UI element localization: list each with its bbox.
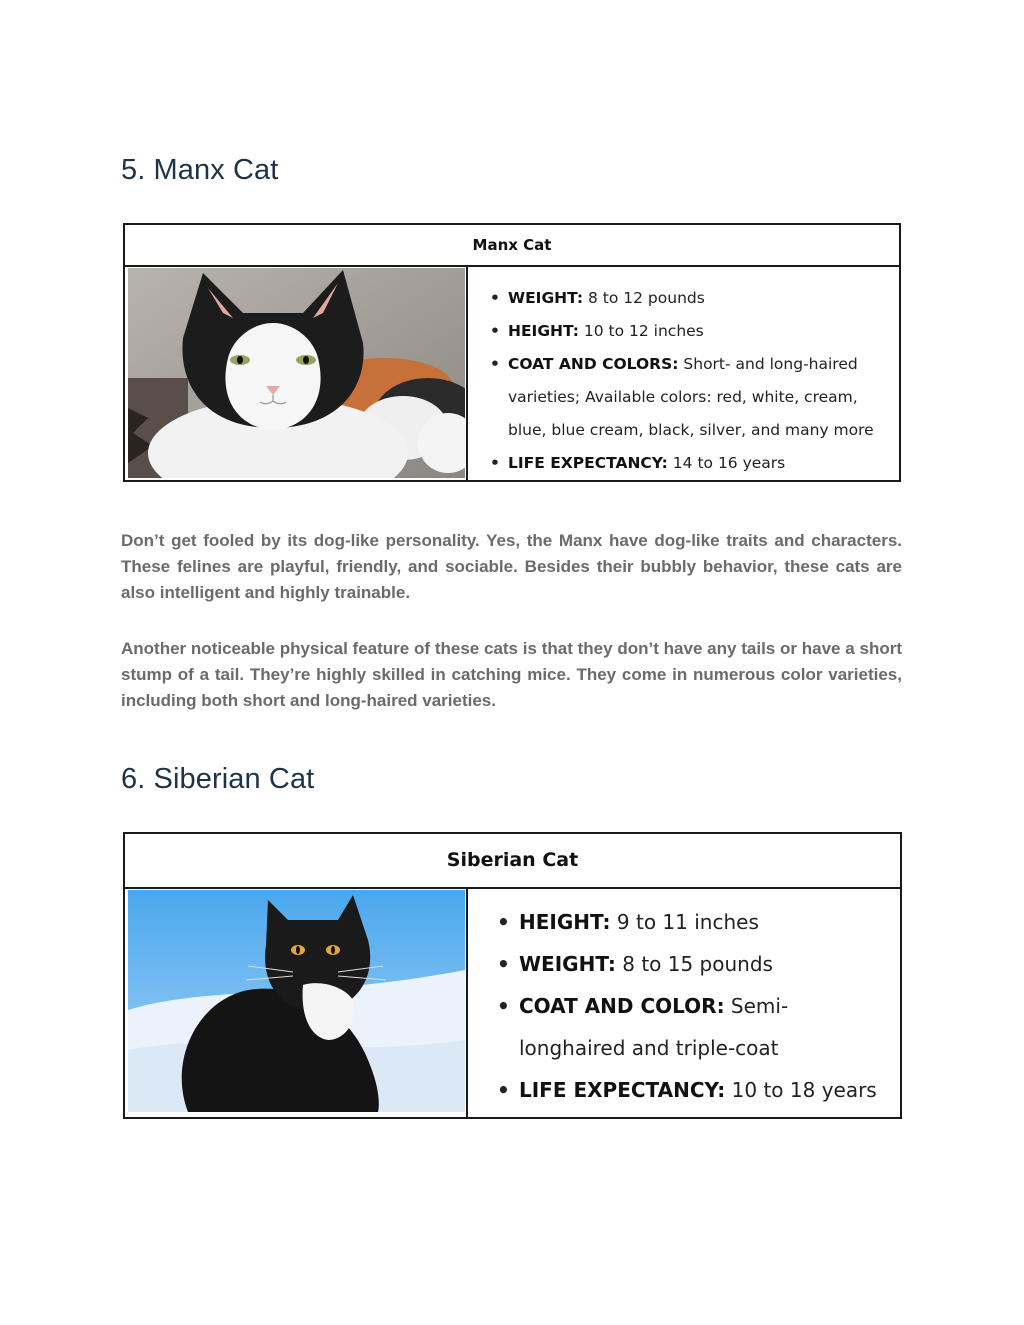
fact-label: WEIGHT: bbox=[508, 289, 584, 307]
info-card-siberian bbox=[123, 832, 902, 1119]
fact-value: 9 to 11 inches bbox=[610, 910, 759, 934]
siberian-cat-photo bbox=[128, 890, 465, 1112]
fact-value: 10 to 12 inches bbox=[578, 322, 704, 340]
manx-cat-photo bbox=[128, 268, 465, 478]
card-title-manx: Manx Cat bbox=[125, 225, 899, 267]
fact-value: 14 to 16 years bbox=[667, 454, 786, 472]
fact-item: • HEIGHT: 9 to 11 inches bbox=[497, 910, 759, 934]
fact-label: HEIGHT: bbox=[508, 322, 579, 340]
facts-list-siberian bbox=[497, 901, 892, 1111]
fact-item: • COAT AND COLORS: Short- and long-haired varieties; Available colors: red, white, cream, blue, blue cream, black, silver, and many more bbox=[490, 355, 874, 439]
manx-cat-image-icon bbox=[128, 268, 465, 478]
fact-value: 8 to 15 pounds bbox=[615, 952, 773, 976]
siberian-cat-image-icon bbox=[128, 890, 465, 1112]
fact-value: 8 to 12 pounds bbox=[583, 289, 705, 307]
card-title-siberian: Siberian Cat bbox=[125, 834, 900, 889]
card-divider-manx bbox=[466, 267, 468, 480]
fact-label: HEIGHT: bbox=[519, 910, 611, 934]
section-heading-siberian: 6. Siberian Cat bbox=[121, 763, 315, 795]
fact-value: 10 to 18 years bbox=[725, 1078, 877, 1102]
fact-item: • LIFE EXPECTANCY: 14 to 16 years bbox=[490, 454, 786, 472]
card-divider-siberian bbox=[466, 889, 468, 1117]
fact-item: • LIFE EXPECTANCY: 10 to 18 years bbox=[497, 1078, 877, 1102]
fact-value: Semi-longhaired and triple-coat bbox=[519, 994, 789, 1060]
fact-label: LIFE EXPECTANCY: bbox=[508, 454, 668, 472]
fact-label: COAT AND COLOR: bbox=[519, 994, 725, 1018]
fact-item: • WEIGHT: 8 to 15 pounds bbox=[497, 952, 773, 976]
section-heading-manx: 5. Manx Cat bbox=[121, 154, 279, 186]
info-card-manx bbox=[123, 223, 901, 482]
fact-value: Short- and long-haired varieties; Available colors: red, white, cream, blue, blue cream, black, silver, and many more bbox=[508, 355, 874, 439]
fact-item: • WEIGHT: 8 to 12 pounds bbox=[490, 289, 705, 307]
fact-item: • HEIGHT: 10 to 12 inches bbox=[490, 322, 704, 340]
fact-label: WEIGHT: bbox=[519, 952, 616, 976]
paragraph: Don’t get fooled by its dog-like personality. Yes, the Manx have dog-like traits and characters. These felines are playful, friendly, and sociable. Besides their bubbly behavior, these cats are also intelligent and highly trainable. bbox=[121, 531, 902, 602]
paragraph: Another noticeable physical feature of these cats is that they don’t have any tails or have a short stump of a tail. They’re highly skilled in catching mice. They come in numerous color varieties, including both short and long-haired varieties. bbox=[121, 639, 902, 710]
fact-item: • COAT AND COLOR: Semi-longhaired and triple-coat bbox=[497, 994, 789, 1060]
fact-label: COAT AND COLORS: bbox=[508, 355, 679, 373]
fact-label: LIFE EXPECTANCY: bbox=[519, 1078, 726, 1102]
facts-list-manx bbox=[490, 282, 885, 480]
